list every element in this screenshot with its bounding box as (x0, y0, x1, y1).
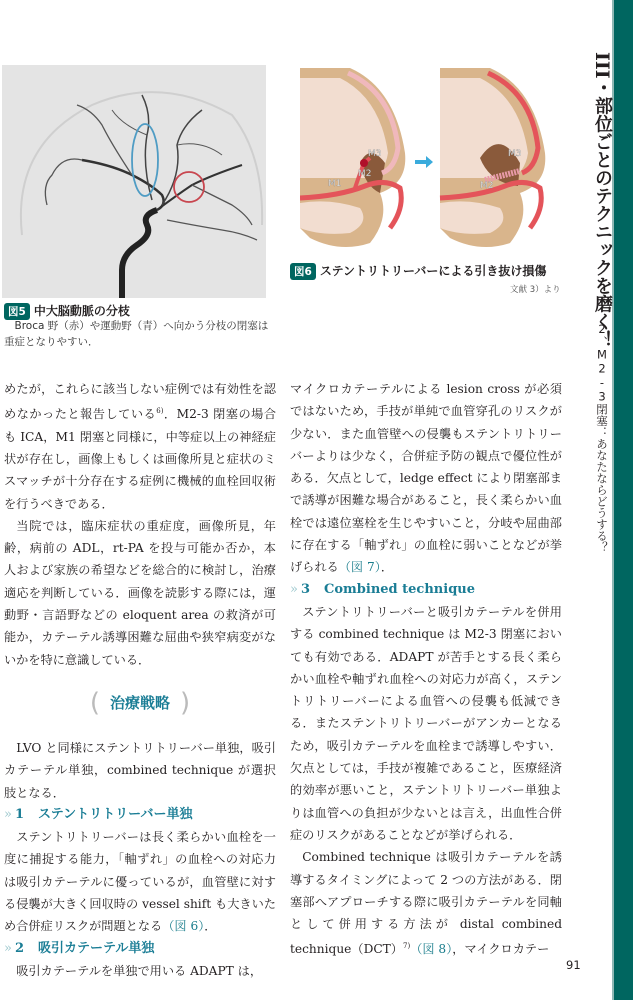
subheading-1: » 1 ステントリトリーバー単独 (4, 806, 193, 822)
brain-before (300, 68, 405, 247)
right-text-column (290, 378, 562, 961)
figure6-title: ステントリトリーバーによる引き抜け損傷 (319, 264, 547, 278)
svg-text:M3: M3 (368, 149, 382, 159)
chapter-title-vertical (591, 52, 613, 349)
right-paren-ornament: ) (180, 688, 191, 719)
figure-ref-link[interactable]: （図 7） (338, 560, 381, 575)
svg-text:M2: M2 (358, 169, 372, 179)
paragraph: Combined technique は吸引カテーテルを誘導するタイミングによって 2 つの方法がある．閉塞部へアプローチする際に吸引カテーテルを同軸として併用する方法が distal combined technique（DCT）$^{7)}$（図 8），マイクロカテー (290, 850, 562, 957)
paragraph: 当院では，臨床症状の重症度，画像所見，年齢，病前の ADL，rt-PA を投与可能か否か，本人および家族の希望などを総合的に検討し，治療適応を判断している．画像を読影する際には，運動野・言語野などの eloquent area の救済が可能か，カテーテル誘導困難な屈曲や狭窄病変がないかを特に意識している． (4, 518, 276, 667)
chapter-title: ・部位ごとのテクニックを磨く！ (592, 78, 613, 349)
double-chevron-icon: » (290, 581, 298, 597)
left-paren-ornament: ( (89, 688, 100, 719)
svg-text:M2: M2 (480, 181, 494, 191)
subheading-3: » 3 Combined technique (290, 581, 476, 597)
arrow-right-icon (415, 156, 433, 168)
double-chevron-icon: » (4, 940, 12, 956)
figure-ref-link[interactable]: （図 6） (162, 919, 205, 934)
figure5-title: 中大脳動脈の分枝 (33, 304, 130, 318)
paragraph: ステントリトリーバーと吸引カテーテルを併用する combined technique は M2-3 閉塞においても有効である．ADAPT が苦手とする長く柔らかい血栓や軸ずれ血栓への対応力が高く，ステントリトリーバーによる血管への侵襲も低減できる．またステントリトリーバーがアンカーとなるため，吸引カテーテルを血栓まで誘導しやすい．欠点としては，手技が複雑であること，医療経済的効率が悪いこと，ステントリトリーバー単独よりは血管への負担が少ないとは言え，出血性合併症のリスクがあることなどが挙げられる． (290, 604, 562, 842)
figure6-caption (290, 262, 590, 280)
svg-text:M3: M3 (508, 149, 522, 159)
paragraph: LVO と同様にステントリトリーバー単独，吸引カテーテル単独，combined technique が選択肢となる． (4, 740, 276, 800)
figure6-label: 図6 (290, 263, 316, 280)
brain-after (440, 68, 545, 247)
paragraph: ステントリトリーバーは長く柔らかい血栓を一度に捕捉する能力，「軸ずれ」の血栓への対応力は吸引カテーテルに優っているが，血管壁に対する侵襲が大きく回収時の vessel shift も大きいため合併症リスクが問題となる（図 6）． (4, 830, 276, 934)
double-chevron-icon: » (4, 806, 12, 822)
figure5-label: 図5 (4, 303, 30, 320)
figure5-description: Broca 野（赤）や運動野（青）へ向かう分枝の閉塞は重症となりやすい． (4, 320, 269, 348)
figure6-source: 文献 3）より (510, 285, 561, 295)
paragraph: マイクロカテーテルによる lesion cross が必須ではないため，手技が単純で血管穿孔のリスクが少ない．また血管壁への侵襲もステントリトリーバーよりは少なく，合併症予防の観点で優位性がある．欠点として，ledge effect により閉塞部まで誘導が困難な場合があること，長く柔らかい血栓では遠位塞栓を生じやすいこと，分岐や屈曲部に存在する「軸ずれ」の血栓に弱いことなどが挙げられる（図 7）． (290, 382, 562, 575)
figure-ref-link[interactable]: （図 8） (410, 942, 453, 957)
figure6-illustration (300, 68, 583, 253)
citation-ref: 7) (403, 942, 411, 951)
chapter-numeral: III (591, 52, 613, 79)
paragraph: めたが，これらに該当しない症例では有効性を認めなかったと報告している$^{6)}$．M2-3 閉塞の場合も ICA，M1 閉塞と同様に，中等症以上の神経症状が存在し，画像上もしくは画像所見と症状のミスマッチが十分存在する症例に機械的血栓回収術を行うべきである． (4, 382, 277, 511)
paragraph: 吸引カテーテルを単独で用いる ADAPT は， (16, 963, 263, 978)
subheading-2: » 2 吸引カテーテル単独 (4, 940, 155, 956)
figure5-angiogram-image (2, 65, 266, 298)
section-heading-treatment-strategy: ( 治療戦略 ) (89, 688, 191, 719)
left-text-column (4, 378, 276, 982)
svg-text:M1: M1 (328, 179, 342, 189)
chapter-color-tab (614, 0, 633, 1000)
section-subtitle-vertical: 2、M2-3閉塞：あなたならどうする？ (595, 322, 609, 553)
citation-ref: 6) (156, 407, 164, 416)
page-number: 91 (566, 958, 581, 972)
